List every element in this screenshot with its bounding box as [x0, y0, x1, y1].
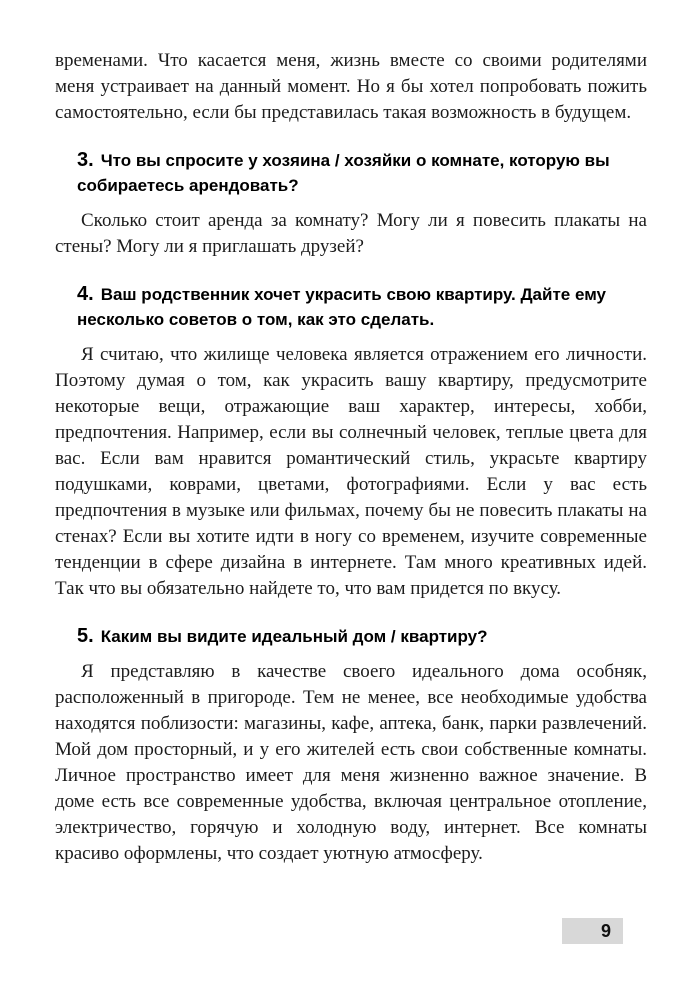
question-5-answer-paragraph: Я представляю в качестве своего идеального дома особняк, расположенный в пригороде. Тем не менее, все необходимые удобства находятся поблизости: магазины, кафе, аптека, банк, парки развлечений. Мой дом просторный, и у его жителей есть свои собственные комнаты. Личное пространство имеет для меня жизненно важное значение. В доме есть все современные удобства, включая центральное отопление, электричество, горячую и холодную воду, интернет. Все комнаты красиво оформлены, что создает уютную атмосферу.	[55, 661, 647, 864]
question-3-title: Что вы спросите у хозяина / хозяйки о комнате, которую вы собираетесь арендовать?	[77, 151, 610, 195]
question-4-number: 4.	[77, 283, 94, 305]
page-number-badge: 9	[562, 918, 623, 944]
question-4-title: Ваш родственник хочет украсить свою квартиру. Дайте ему несколько советов о том, как это сделать.	[77, 285, 607, 329]
intro-continuation-paragraph: временами. Что касается меня, жизнь вместе со своими родителями меня устраивает на данный момент. Но я бы хотел попробовать пожить самостоятельно, если бы представилась такая возможность в будущем.	[55, 50, 647, 123]
page-content	[55, 48, 647, 867]
question-5-title: Каким вы видите идеальный дом / квартиру?	[100, 627, 488, 646]
question-5-heading	[77, 624, 647, 649]
question-3-answer-paragraph: Сколько стоит аренда за комнату? Могу ли я повесить плакаты на стены? Могу ли я приглашать друзей?	[55, 210, 647, 257]
question-3-heading	[77, 148, 647, 198]
question-4-answer-paragraph: Я считаю, что жилище человека является отражением его личности. Поэтому думая о том, как украсить вашу квартиру, предусмотрите некоторые вещи, отражающие ваш характер, интересы, хобби, предпочтения. Например, если вы солнечный человек, теплые цвета для вас. Если вам нравится романтический стиль, украсьте квартиру подушками, коврами, цветами, фотографиями. Если у вас есть предпочтения в музыке или фильмах, почему бы не повесить плакаты на стенах? Если вы хотите идти в ногу со временем, изучите современные тенденции в сфере дизайна в интернете. Там много креативных идей. Так что вы обязательно найдете то, что вам придется по вкусу.	[55, 344, 647, 599]
question-4-heading	[77, 282, 647, 332]
question-5-number: 5.	[77, 625, 94, 647]
question-3-number: 3.	[77, 149, 94, 171]
